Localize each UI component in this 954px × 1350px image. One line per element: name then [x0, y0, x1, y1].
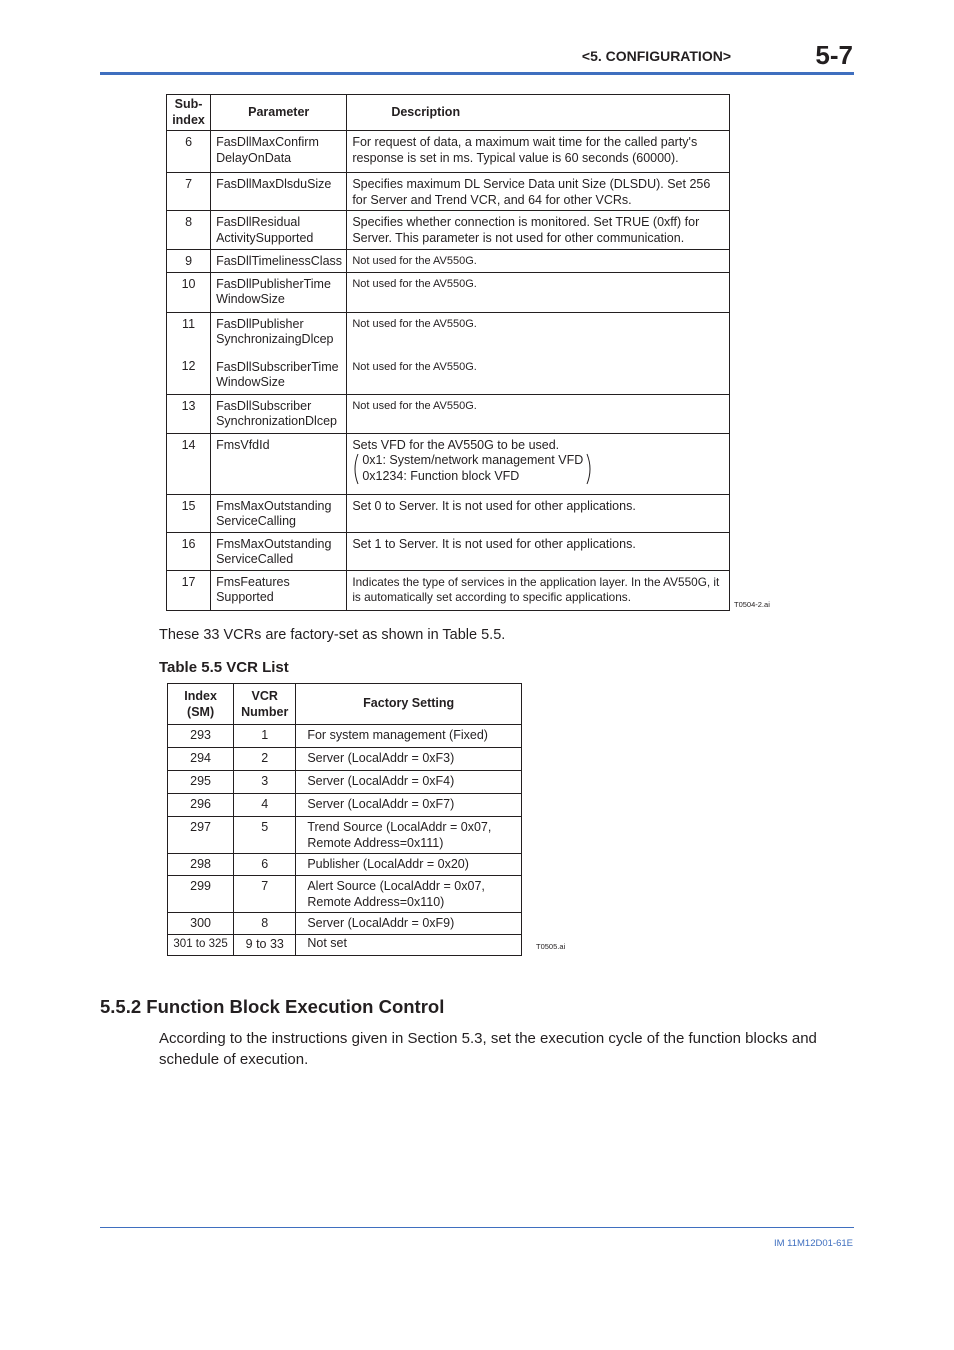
subindex-cell: 7 [167, 173, 211, 211]
description-cell: Not used for the AV550G. [347, 272, 730, 312]
document-number: IM 11M12D01-61E [773, 1238, 853, 1249]
subindex-cell: 8 [167, 211, 211, 250]
right-paren-icon [585, 453, 593, 485]
description-cell: Not used for the AV550G. [347, 394, 730, 433]
vfd-options [352, 453, 593, 484]
table-caption: Table 5.5 VCR List [159, 659, 289, 676]
setting-cell: For system management (Fixed) [296, 725, 522, 748]
setting-cell: Server (LocalAddr = 0xF4) [296, 771, 522, 794]
vcr-parameter-table [166, 94, 730, 611]
footer-rule [100, 1227, 854, 1228]
setting-cell: Server (LocalAddr = 0xF3) [296, 748, 522, 771]
parameter-cell: FmsMaxOutstanding ServiceCalled [211, 532, 347, 570]
header-rule [100, 72, 854, 75]
table-row [168, 794, 522, 817]
table-row [167, 250, 730, 273]
header-description: Description [347, 95, 730, 131]
description-11: Not used for the AV550G. [352, 317, 477, 330]
running-header-section: <5. CONFIGURATION> [581, 48, 731, 64]
setting-cell: Not set [296, 935, 522, 956]
section-heading: 5.5.2 Function Block Execution Control [100, 996, 445, 1017]
vcr-cell: 9 to 33 [234, 935, 296, 956]
table-row [167, 394, 730, 433]
parameter-cell: FasDllSubscriber SynchronizationDlcep [211, 394, 347, 433]
table-row [168, 748, 522, 771]
index-cell: 296 [168, 794, 234, 817]
subindex-cell: 13 [167, 394, 211, 433]
setting-cell: Alert Source (LocalAddr = 0x07, Remote Address=0x110) [296, 876, 522, 913]
header-vcr-number: VCR Number [234, 684, 296, 725]
vcr-cell: 1 [234, 725, 296, 748]
subindex-cell [167, 312, 211, 394]
parameter-11: FasDllPublisher SynchronizaingDlcep [216, 316, 334, 346]
intro-text: These 33 VCRs are factory-set as shown in Table 5.5. [159, 627, 506, 643]
parameter-cell [211, 312, 347, 394]
table-row [168, 935, 522, 956]
table-row [168, 913, 522, 935]
setting-cell: Trend Source (LocalAddr = 0x07, Remote Address=0x111) [296, 817, 522, 854]
vcr-cell: 4 [234, 794, 296, 817]
parameter-cell: FasDllTimelinessClass [211, 250, 347, 273]
table-row [168, 817, 522, 854]
subindex-11: 11 [182, 316, 196, 331]
vcr-cell: 8 [234, 913, 296, 935]
vfd-option-2: 0x1234: Function block VFD [362, 468, 520, 483]
setting-cell: Server (LocalAddr = 0xF7) [296, 794, 522, 817]
parameter-cell: FmsVfdId [211, 433, 347, 494]
index-cell: 297 [168, 817, 234, 854]
table-row [167, 494, 730, 532]
table-row [167, 272, 730, 312]
page-number: 5-7 [815, 40, 853, 70]
index-cell: 301 to 325 [168, 935, 234, 956]
table-row [167, 312, 730, 394]
subindex-cell: 15 [167, 494, 211, 532]
table-row [167, 570, 730, 610]
description-cell: Set 1 to Server. It is not used for other applications. [347, 532, 730, 570]
vcr-cell: 7 [234, 876, 296, 913]
index-cell: 295 [168, 771, 234, 794]
table-row [168, 771, 522, 794]
setting-cell: Publisher (LocalAddr = 0x20) [296, 854, 522, 876]
subindex-cell: 9 [167, 250, 211, 273]
subindex-cell: 17 [167, 570, 211, 610]
parameter-cell: FmsFeatures Supported [211, 570, 347, 610]
table-row [168, 725, 522, 748]
description-cell [347, 433, 730, 494]
description-cell: Specifies whether connection is monitored. Set TRUE (0xff) for Server. This parameter is not used for other communication. [347, 211, 730, 250]
subindex-cell: 10 [167, 272, 211, 312]
parameter-cell: FasDllPublisherTime WindowSize [211, 272, 347, 312]
header-parameter: Parameter [211, 95, 347, 131]
vfd-option-1: 0x1: System/network management VFD [362, 453, 584, 467]
vcr-list-table [167, 683, 522, 956]
description-cell: Indicates the type of services in the application layer. In the AV550G, it is automatically set according to specific applications. [347, 570, 730, 610]
subindex-cell: 6 [167, 131, 211, 173]
index-cell: 293 [168, 725, 234, 748]
parameter-cell: FasDllResidual ActivitySupported [211, 211, 347, 250]
vcr-cell: 2 [234, 748, 296, 771]
description-cell: Not used for the AV550G. [347, 250, 730, 273]
description-cell [347, 312, 730, 394]
table-row [167, 131, 730, 173]
left-paren-icon [352, 453, 360, 485]
vcr-cell: 6 [234, 854, 296, 876]
description-cell: Set 0 to Server. It is not used for other applications. [347, 494, 730, 532]
table-row [167, 211, 730, 250]
index-cell: 300 [168, 913, 234, 935]
index-cell: 298 [168, 854, 234, 876]
table-row [168, 876, 522, 913]
header-subindex: Sub- index [167, 95, 211, 131]
vcr-cell: 3 [234, 771, 296, 794]
description-cell: Specifies maximum DL Service Data unit Size (DLSDU). Set 256 for Server and Trend VCR, and 64 for other VCRs. [347, 173, 730, 211]
parameter-12: FasDllSubscriberTime WindowSize [216, 359, 339, 389]
subindex-cell: 16 [167, 532, 211, 570]
header-factory-setting: Factory Setting [296, 684, 522, 725]
header-index: Index (SM) [168, 684, 234, 725]
table-row [167, 433, 730, 494]
table-row [167, 532, 730, 570]
description-cell: For request of data, a maximum wait time for the called party's response is set in ms. Typical value is 60 seconds (60000). [347, 131, 730, 173]
vcr-cell: 5 [234, 817, 296, 854]
figure-tag-t0505: T0505.ai [536, 942, 566, 951]
subindex-cell: 14 [167, 433, 211, 494]
description-12: Not used for the AV550G. [352, 361, 477, 373]
table-row [167, 173, 730, 211]
setting-cell: Server (LocalAddr = 0xF9) [296, 913, 522, 935]
index-cell: 299 [168, 876, 234, 913]
table-row [168, 854, 522, 876]
vfd-description: Sets VFD for the AV550G to be used. [352, 437, 560, 452]
section-body: According to the instructions given in Section 5.3, set the execution cycle of the function blocks and schedule of execution. [159, 1030, 817, 1068]
parameter-cell: FmsMaxOutstanding ServiceCalling [211, 494, 347, 532]
parameter-cell: FasDllMaxConfirm DelayOnData [211, 131, 347, 173]
index-cell: 294 [168, 748, 234, 771]
parameter-cell: FasDllMaxDlsduSize [211, 173, 347, 211]
figure-tag-t0504: T0504-2.ai [734, 600, 770, 609]
subindex-12: 12 [181, 359, 196, 373]
